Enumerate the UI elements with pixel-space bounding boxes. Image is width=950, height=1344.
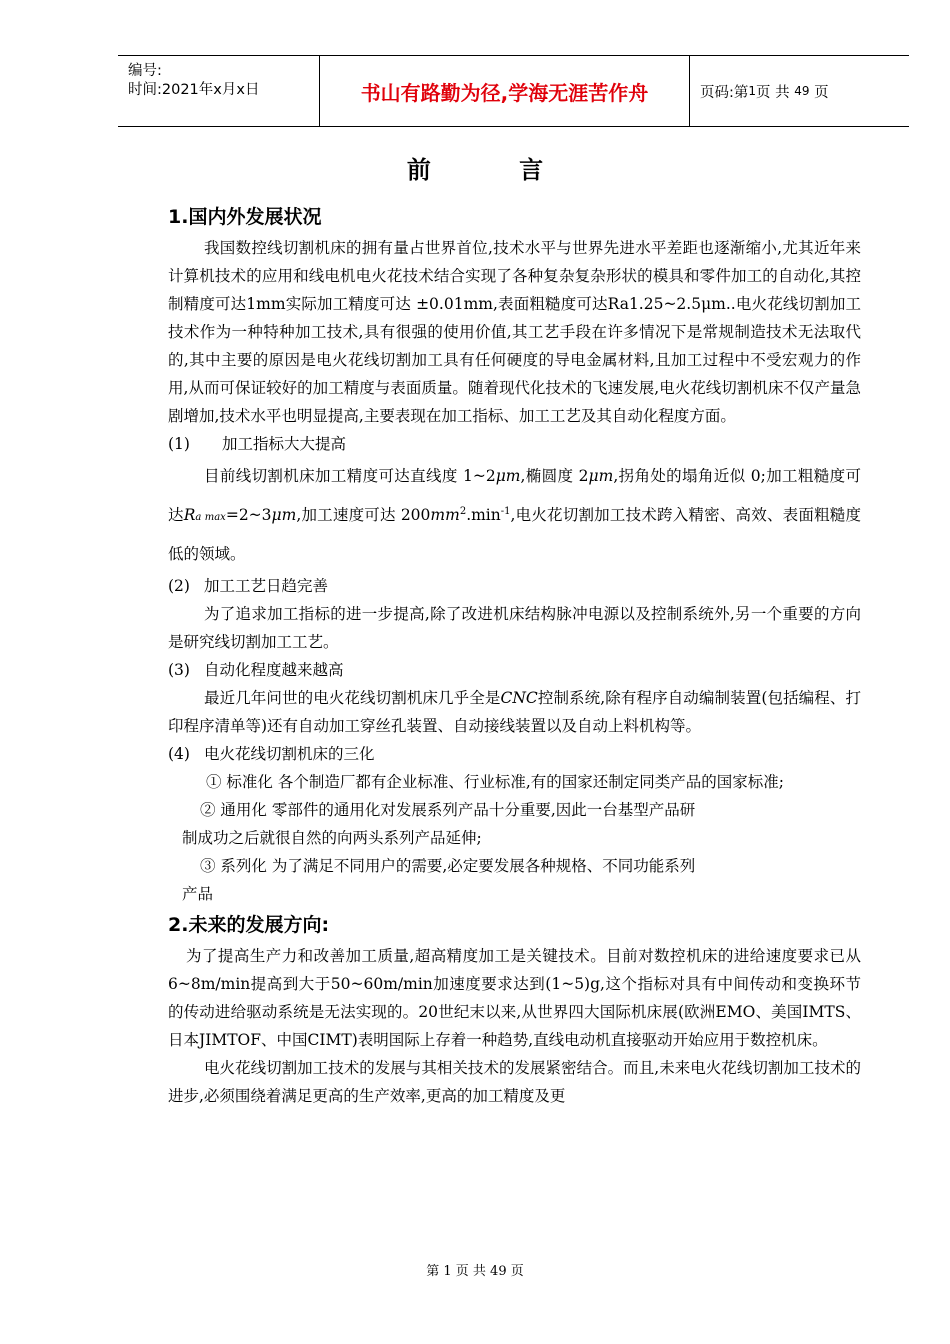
- subsection1-paragraph: 目前线切割机床加工精度可达直线度 1~2μm,椭圆度 2μm,拐角处的塌角近似 0;加工粗糙度可达Ra max=2~3μm,加工速度可达 $200mm^2.\min^{-1}$,电火花切割加工技术跨入精密、高效、表面粗糙度低的领域。: [168, 467, 861, 564]
- subheading-4: (4) 电火花线切割机床的三化: [168, 745, 375, 764]
- page-footer: 第 1 页 共 49 页: [426, 1264, 524, 1279]
- page-number: 1: [748, 84, 757, 98]
- section2-paragraph-2: 电火花线切割加工技术的发展与其相关技术的发展紧密结合。而且,未来电火花线切割加工技术的进步,必须围绕着满足更高的生产效率,更高的加工精度及更: [168, 1059, 861, 1106]
- page-title: 前 言: [406, 156, 584, 184]
- subheading-3: (3) 自动化程度越来越高: [168, 661, 344, 680]
- document-body: [168, 200, 861, 1110]
- serial-label: 编号:: [128, 63, 162, 79]
- subheading-2: (2) 加工工艺日趋完善: [168, 577, 328, 596]
- page-prefix: 页码:第: [700, 84, 749, 101]
- section2-paragraph-1: 为了提高生产力和改善加工质量,超高精度加工是关键技术。目前对数控机床的进给速度要求已从6~8m/min提高到大于50~60m/min加速度要求达到(1~5)g,这个指标对具有中间传动和变换环节的传动进给驱动系统是无法实现的。20世纪末以来,从世界四大国际机床展(欧洲EMO、美国IMTS、日本JIMTOF、中国CIMT)表明国际上存着一种趋势,直线电动机直接驱动开始应用于数控机床。: [168, 947, 861, 1050]
- section1-paragraph: 我国数控线切割机床的拥有量占世界首位,技术水平与世界先进水平差距也逐渐缩小,尤其近年来计算机技术的应用和线电机电火花技术结合实现了各种复杂复杂形状的模具和零件加工的自动化,其控制精度可达1mm实际加工精度可达 ±0.01mm,表面粗糙度可达Ra1.25~2.5μm..电火花线切割加工技术作为一种特种加工技术,具有很强的使用价值,其工艺手段在许多情况下是常规制造技术无法取代的,其中主要的原因是电火花线切割加工具有任何硬度的导电金属材料,且加工过程中不受宏观力的作用,从而可保证较好的加工精度与表面质量。随着现代化技术的飞速发展,电火花线切割机床不仅产量急剧增加,技术水平也明显提高,主要表现在加工指标、加工工艺及其自动化程度方面。: [168, 239, 861, 425]
- section-heading-2: 2.未来的发展方向:: [168, 914, 330, 937]
- page-mid: 页 共: [756, 84, 790, 101]
- list-item-standardization: ① 标准化 各个制造厂都有企业标准、行业标准,有的国家还制定同类产品的国家标准;: [206, 773, 785, 792]
- subheading-1: (1) 加工指标大大提高: [168, 435, 346, 453]
- document-header: [118, 55, 909, 127]
- list-item-generalization: ② 通用化 零部件的通用化对发展系列产品十分重要,因此一台基型产品研 制成功之后就很自然的向两头系列产品延伸;: [182, 801, 696, 848]
- subsection3-paragraph: 最近几年问世的电火花线切割机床几乎全是CNC控制系统,除有程序自动编制装置(包括编程、打印程序清单等)还有自动加工穿丝孔装置、自动接线装置以及自动上料机构等。: [168, 689, 861, 736]
- list-item-serialization: ③ 系列化 为了满足不同用户的需要,必定要发展各种规格、不同功能系列 产品: [182, 857, 696, 904]
- header-meta: [118, 56, 320, 126]
- page-suffix: 页: [814, 84, 829, 101]
- section-heading-1: 1.国内外发展状况: [168, 206, 322, 228]
- page-total: 49: [794, 84, 810, 98]
- time-label: 时间:2021年x月x日: [128, 82, 260, 98]
- header-motto: 书山有路勤为径,学海无涯苦作舟: [320, 56, 690, 126]
- subsection2-paragraph: 为了追求加工指标的进一步提高,除了改进机床结构脉冲电源以及控制系统外,另一个重要的方向是研究线切割加工工艺。: [168, 605, 861, 652]
- header-page-info: [690, 56, 909, 126]
